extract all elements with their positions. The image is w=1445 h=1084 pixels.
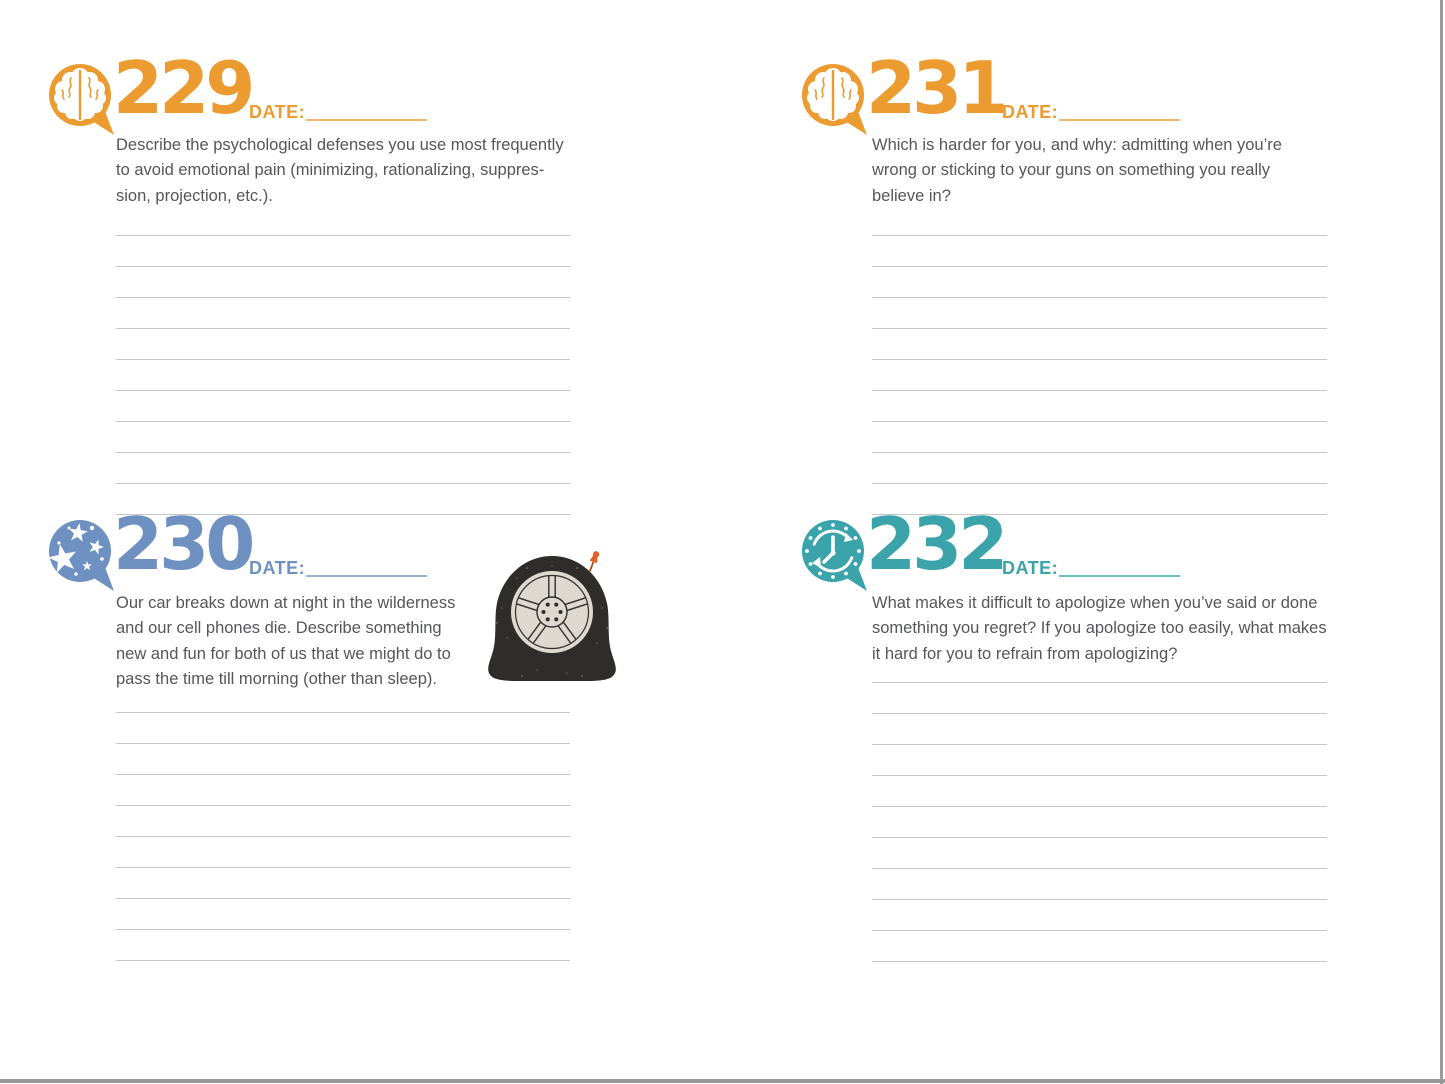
date-label: DATE:	[249, 102, 306, 122]
answer-line	[116, 452, 570, 483]
answer-line	[116, 328, 570, 359]
page-edge-right	[1440, 0, 1443, 1084]
answer-line	[872, 328, 1327, 359]
date-blank-line	[1059, 119, 1180, 121]
question-text-line: wrong or sticking to your guns on something you really	[872, 161, 1271, 180]
answer-line	[872, 868, 1327, 899]
date-blank-line	[1059, 575, 1180, 577]
answer-lines	[872, 235, 1327, 545]
date-label: DATE:	[249, 558, 306, 578]
answer-line	[116, 960, 570, 991]
page-edge-bottom	[0, 1079, 1445, 1083]
date-blank-line	[306, 119, 427, 121]
question-text	[872, 591, 1327, 667]
answer-lines	[872, 682, 1327, 992]
brain-icon	[800, 62, 868, 136]
answer-line	[116, 805, 570, 836]
question-text-line: What makes it difficult to apologize when you’ve said or done	[872, 594, 1318, 612]
answer-line	[872, 266, 1327, 297]
question-text-line: something you regret? If you apologize too easily, what makes	[872, 619, 1327, 638]
answer-line	[116, 836, 570, 867]
question-text-line: Our car breaks down at night in the wilderness	[116, 594, 456, 612]
question-text	[116, 591, 455, 693]
answer-line	[116, 712, 570, 743]
answer-line	[116, 867, 570, 898]
answer-line	[872, 452, 1327, 483]
answer-line	[116, 297, 570, 328]
answer-line	[872, 682, 1327, 713]
question-text-line: new and fun for both of us that we might do to	[116, 644, 451, 663]
answer-lines	[116, 712, 570, 991]
question-number: 230	[113, 502, 252, 586]
answer-line	[872, 421, 1327, 452]
answer-line	[872, 806, 1327, 837]
question-text-line: Describe the psychological defenses you use most frequently	[116, 136, 564, 154]
question-text-line: believe in?	[872, 186, 951, 205]
answer-line	[116, 743, 570, 774]
answer-line	[116, 774, 570, 805]
answer-line	[872, 297, 1327, 328]
flat-tire-illustration	[477, 548, 627, 690]
answer-line	[116, 898, 570, 929]
question-number: 232	[866, 502, 1005, 586]
answer-line	[872, 713, 1327, 744]
answer-line	[872, 837, 1327, 868]
answer-line	[116, 266, 570, 297]
answer-line	[872, 775, 1327, 806]
question-number: 229	[113, 46, 252, 130]
answer-line	[116, 235, 570, 266]
question-text-line: to avoid emotional pain (minimizing, rationalizing, suppres-	[116, 161, 545, 180]
question-text-line: sion, projection, etc.).	[116, 186, 273, 205]
brain-icon	[47, 62, 115, 136]
pushpin-icon	[586, 550, 601, 573]
answer-lines	[116, 235, 570, 545]
question-number: 231	[866, 46, 1005, 130]
question-section-229	[47, 46, 582, 512]
answer-line	[872, 235, 1327, 266]
answer-line	[872, 930, 1327, 961]
answer-line	[116, 929, 570, 960]
answer-line	[116, 359, 570, 390]
answer-line	[872, 359, 1327, 390]
answer-line	[872, 961, 1327, 992]
date-label: DATE:	[1002, 102, 1059, 122]
answer-line	[116, 421, 570, 452]
question-section-232	[800, 502, 1335, 968]
question-text-line: it hard for you to refrain from apologizing?	[872, 644, 1178, 663]
answer-line	[872, 744, 1327, 775]
question-text-line: pass the time till morning (other than sleep).	[116, 670, 437, 689]
answer-line	[872, 390, 1327, 421]
date-label: DATE:	[1002, 558, 1059, 578]
date-blank-line	[306, 575, 427, 577]
question-section-231	[800, 46, 1335, 512]
stars-icon	[47, 518, 115, 592]
question-text-line: Which is harder for you, and why: admitting when you’re	[872, 136, 1282, 154]
answer-line	[872, 899, 1327, 930]
question-text	[116, 133, 564, 209]
clock-icon	[800, 518, 868, 592]
question-text-line: and our cell phones die. Describe something	[116, 619, 442, 638]
answer-line	[116, 390, 570, 421]
question-text	[872, 133, 1282, 209]
